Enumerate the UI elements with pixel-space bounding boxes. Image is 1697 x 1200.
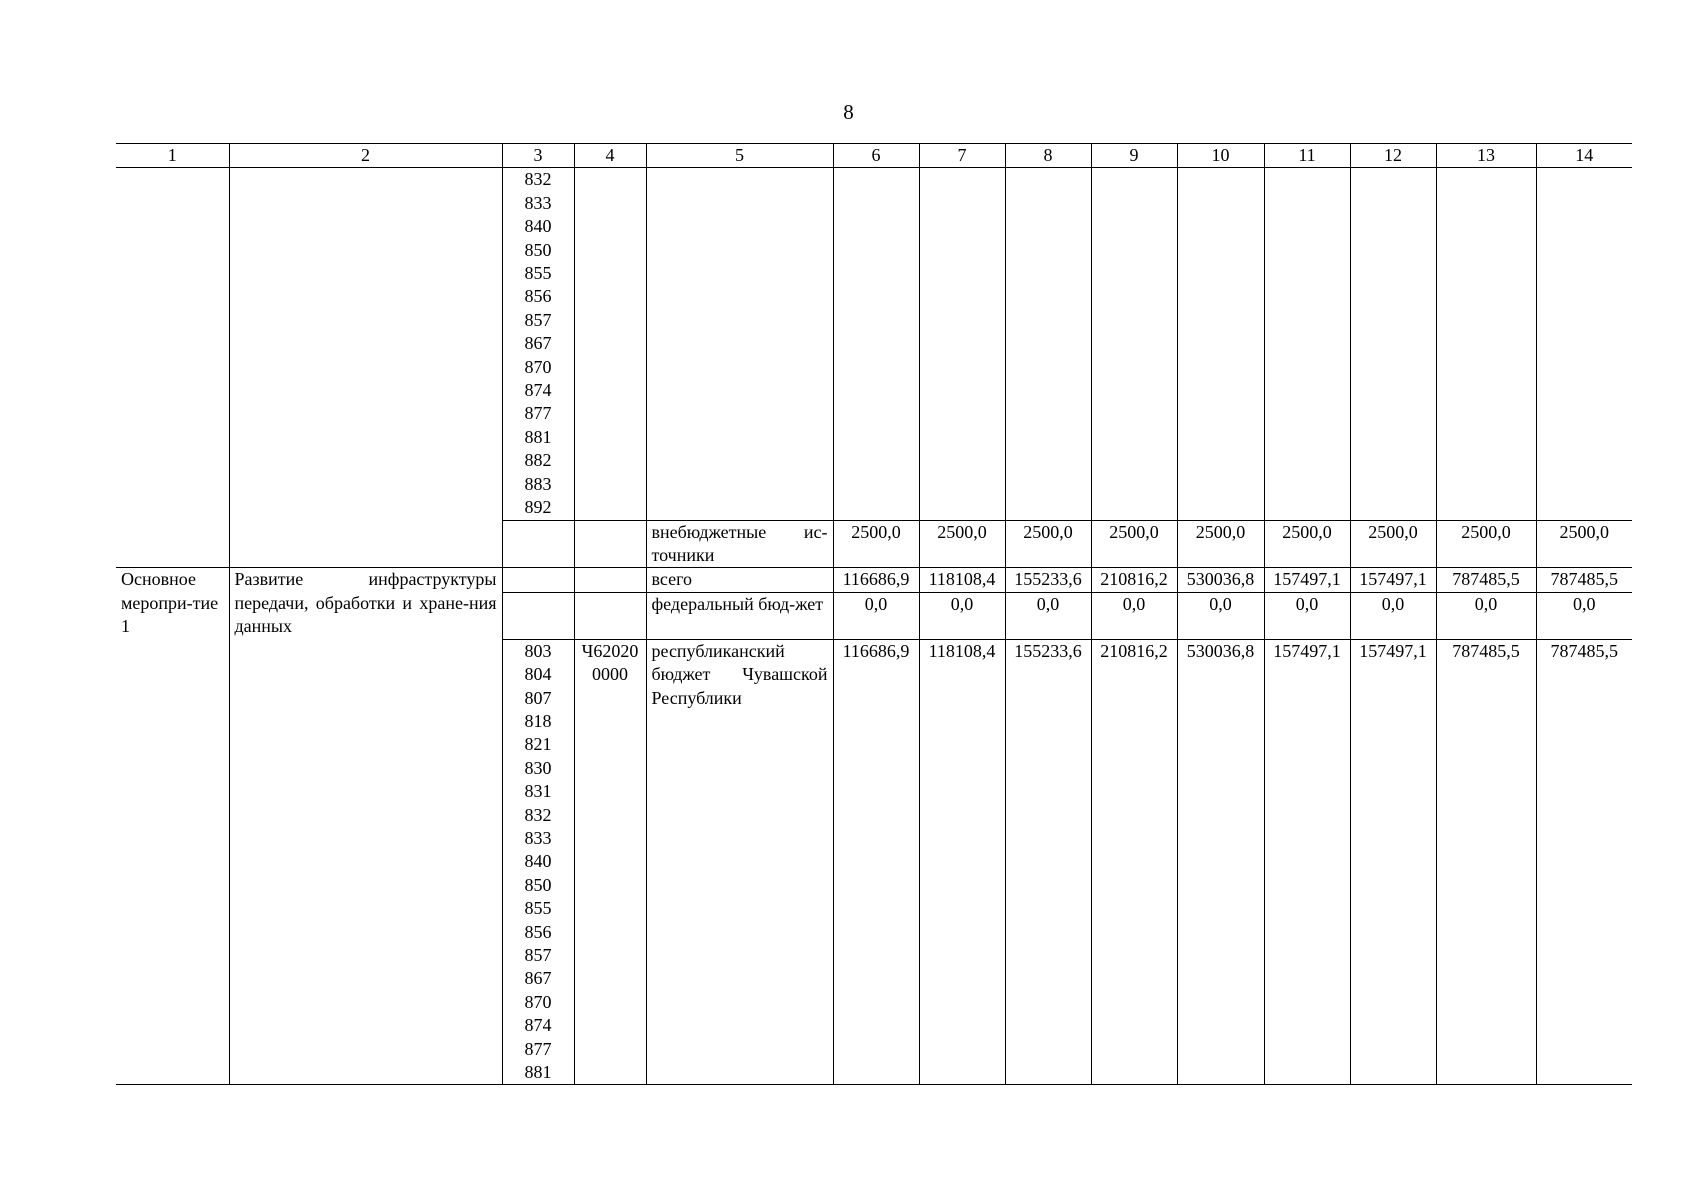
value-cell: 787485,5: [1536, 568, 1632, 592]
value-cell: 0,0: [1091, 592, 1177, 639]
header-cell: 1: [116, 144, 229, 168]
budget-code: Ч62020 0000: [574, 639, 646, 1085]
ministry-codes: 803 804 807 818 821 830 831 832 833 840 850 855 856 857 867 870 874 877 881: [502, 639, 574, 1085]
cell-empty: [646, 168, 833, 520]
cell-empty: [574, 568, 646, 592]
header-cell: 9: [1091, 144, 1177, 168]
value-cell: 210816,2: [1091, 568, 1177, 592]
funding-source: внебюджетные ис-точники: [646, 520, 833, 568]
value-cell: 118108,4: [919, 568, 1005, 592]
value-cell: 0,0: [833, 592, 919, 639]
cell-empty: [502, 592, 574, 639]
value-cell: 2500,0: [1436, 520, 1536, 568]
cell-empty: [502, 520, 574, 568]
value-cell: 530036,8: [1177, 639, 1264, 1085]
value-cell: 157497,1: [1350, 568, 1436, 592]
header-cell: 5: [646, 144, 833, 168]
value-cell: 787485,5: [1436, 639, 1536, 1085]
cell-empty: [1005, 168, 1091, 520]
header-cell: 6: [833, 144, 919, 168]
header-cell: 12: [1350, 144, 1436, 168]
value-cell: 0,0: [1177, 592, 1264, 639]
value-cell: 116686,9: [833, 639, 919, 1085]
header-cell: 7: [919, 144, 1005, 168]
cell-col2-empty: [229, 168, 502, 568]
cell-empty: [574, 168, 646, 520]
value-cell: 157497,1: [1264, 568, 1350, 592]
value-cell: 0,0: [919, 592, 1005, 639]
page-number: 8: [843, 100, 854, 124]
funding-source: федеральный бюд-жет: [646, 592, 833, 639]
cell-col1-empty: [116, 168, 229, 568]
header-cell: 13: [1436, 144, 1536, 168]
cell-empty: [574, 592, 646, 639]
header-cell: 11: [1264, 144, 1350, 168]
value-cell: 2500,0: [919, 520, 1005, 568]
value-cell: 787485,5: [1536, 639, 1632, 1085]
value-cell: 0,0: [1350, 592, 1436, 639]
header-cell: 10: [1177, 144, 1264, 168]
header-cell: 4: [574, 144, 646, 168]
cell-empty: [1436, 168, 1536, 520]
cell-empty: [1264, 168, 1350, 520]
value-cell: 787485,5: [1436, 568, 1536, 592]
value-cell: 2500,0: [833, 520, 919, 568]
value-cell: 0,0: [1005, 592, 1091, 639]
value-cell: 2500,0: [1177, 520, 1264, 568]
event-label: Основное меропри-тие 1: [116, 568, 229, 1085]
cell-empty: [1177, 168, 1264, 520]
value-cell: 2500,0: [1264, 520, 1350, 568]
header-cell: 14: [1536, 144, 1632, 168]
cell-empty: [1536, 168, 1632, 520]
cell-empty: [1350, 168, 1436, 520]
table-row: [116, 168, 1632, 520]
value-cell: 0,0: [1436, 592, 1536, 639]
value-cell: 2500,0: [1091, 520, 1177, 568]
value-cell: 155233,6: [1005, 568, 1091, 592]
cell-empty: [919, 168, 1005, 520]
value-cell: 118108,4: [919, 639, 1005, 1085]
cell-empty: [502, 568, 574, 592]
cell-empty: [574, 520, 646, 568]
value-cell: 157497,1: [1350, 639, 1436, 1085]
table-row-total: [116, 568, 1632, 592]
ministry-codes: 832 833 840 850 855 856 857 867 870 874 877 881 882 883 892: [502, 168, 574, 520]
header-cell: 2: [229, 144, 502, 168]
header-cell: 3: [502, 144, 574, 168]
cell-empty: [833, 168, 919, 520]
value-cell: 0,0: [1536, 592, 1632, 639]
cell-empty: [1091, 168, 1177, 520]
value-cell: 116686,9: [833, 568, 919, 592]
header-row: [116, 144, 1632, 168]
funding-source: республиканский бюджет Чувашской Республики: [646, 639, 833, 1085]
value-cell: 530036,8: [1177, 568, 1264, 592]
event-title: Развитие инфраструктуры передачи, обработки и хране-ния данных: [229, 568, 502, 1085]
value-cell: 155233,6: [1005, 639, 1091, 1085]
header-cell: 8: [1005, 144, 1091, 168]
value-cell: 210816,2: [1091, 639, 1177, 1085]
value-cell: 157497,1: [1264, 639, 1350, 1085]
budget-table: [116, 143, 1632, 1085]
value-cell: 2500,0: [1350, 520, 1436, 568]
value-cell: 2500,0: [1536, 520, 1632, 568]
funding-source: всего: [646, 568, 833, 592]
value-cell: 2500,0: [1005, 520, 1091, 568]
value-cell: 0,0: [1264, 592, 1350, 639]
